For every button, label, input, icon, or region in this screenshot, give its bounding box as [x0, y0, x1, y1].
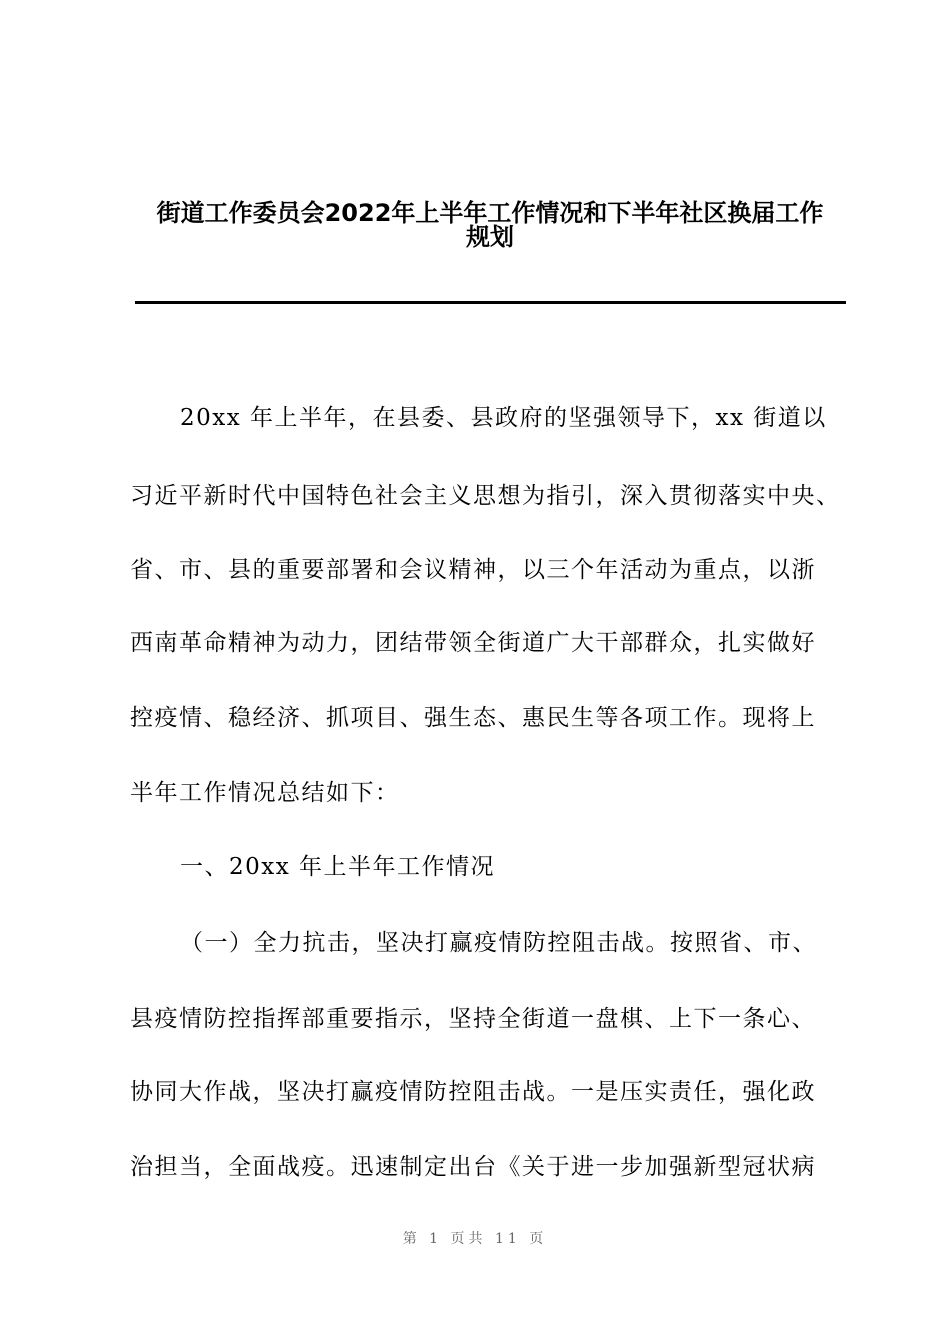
- title-underline-rule: [135, 301, 846, 304]
- paragraph-line: （一）全力抗击，坚决打赢疫情防控阻击战。按照省、市、: [180, 930, 817, 956]
- document-title-line-2: 规划: [466, 223, 514, 251]
- paragraph-line: 西南革命精神为动力，团结带领全街道广大干部群众，扎实做好: [130, 630, 816, 656]
- section-heading: 一、20xx 年上半年工作情况: [180, 854, 496, 880]
- paragraph-line: 协同大作战，坚决打赢疫情防控阻击战。一是压实责任，强化政: [130, 1079, 816, 1105]
- paragraph-line: 习近平新时代中国特色社会主义思想为指引，深入贯彻落实中央、: [130, 483, 841, 509]
- paragraph-line: 20xx 年上半年，在县委、县政府的坚强领导下，xx 街道以: [180, 405, 827, 431]
- paragraph-line: 治担当，全面战疫。迅速制定出台《关于进一步加强新型冠状病: [130, 1154, 816, 1180]
- paragraph-line: 省、市、县的重要部署和会议精神，以三个年活动为重点，以浙: [130, 557, 816, 583]
- paragraph-line: 县疫情防控指挥部重要指示，坚持全街道一盘棋、上下一条心、: [130, 1006, 816, 1032]
- page-number-footer: 第 1 页共 11 页: [402, 1231, 548, 1247]
- paragraph-line: 控疫情、稳经济、抓项目、强生态、惠民生等各项工作。现将上: [130, 705, 816, 731]
- paragraph-line: 半年工作情况总结如下：: [130, 780, 400, 806]
- document-title-line-1: 街道工作委员会2022年上半年工作情况和下半年社区换届工作: [156, 199, 824, 227]
